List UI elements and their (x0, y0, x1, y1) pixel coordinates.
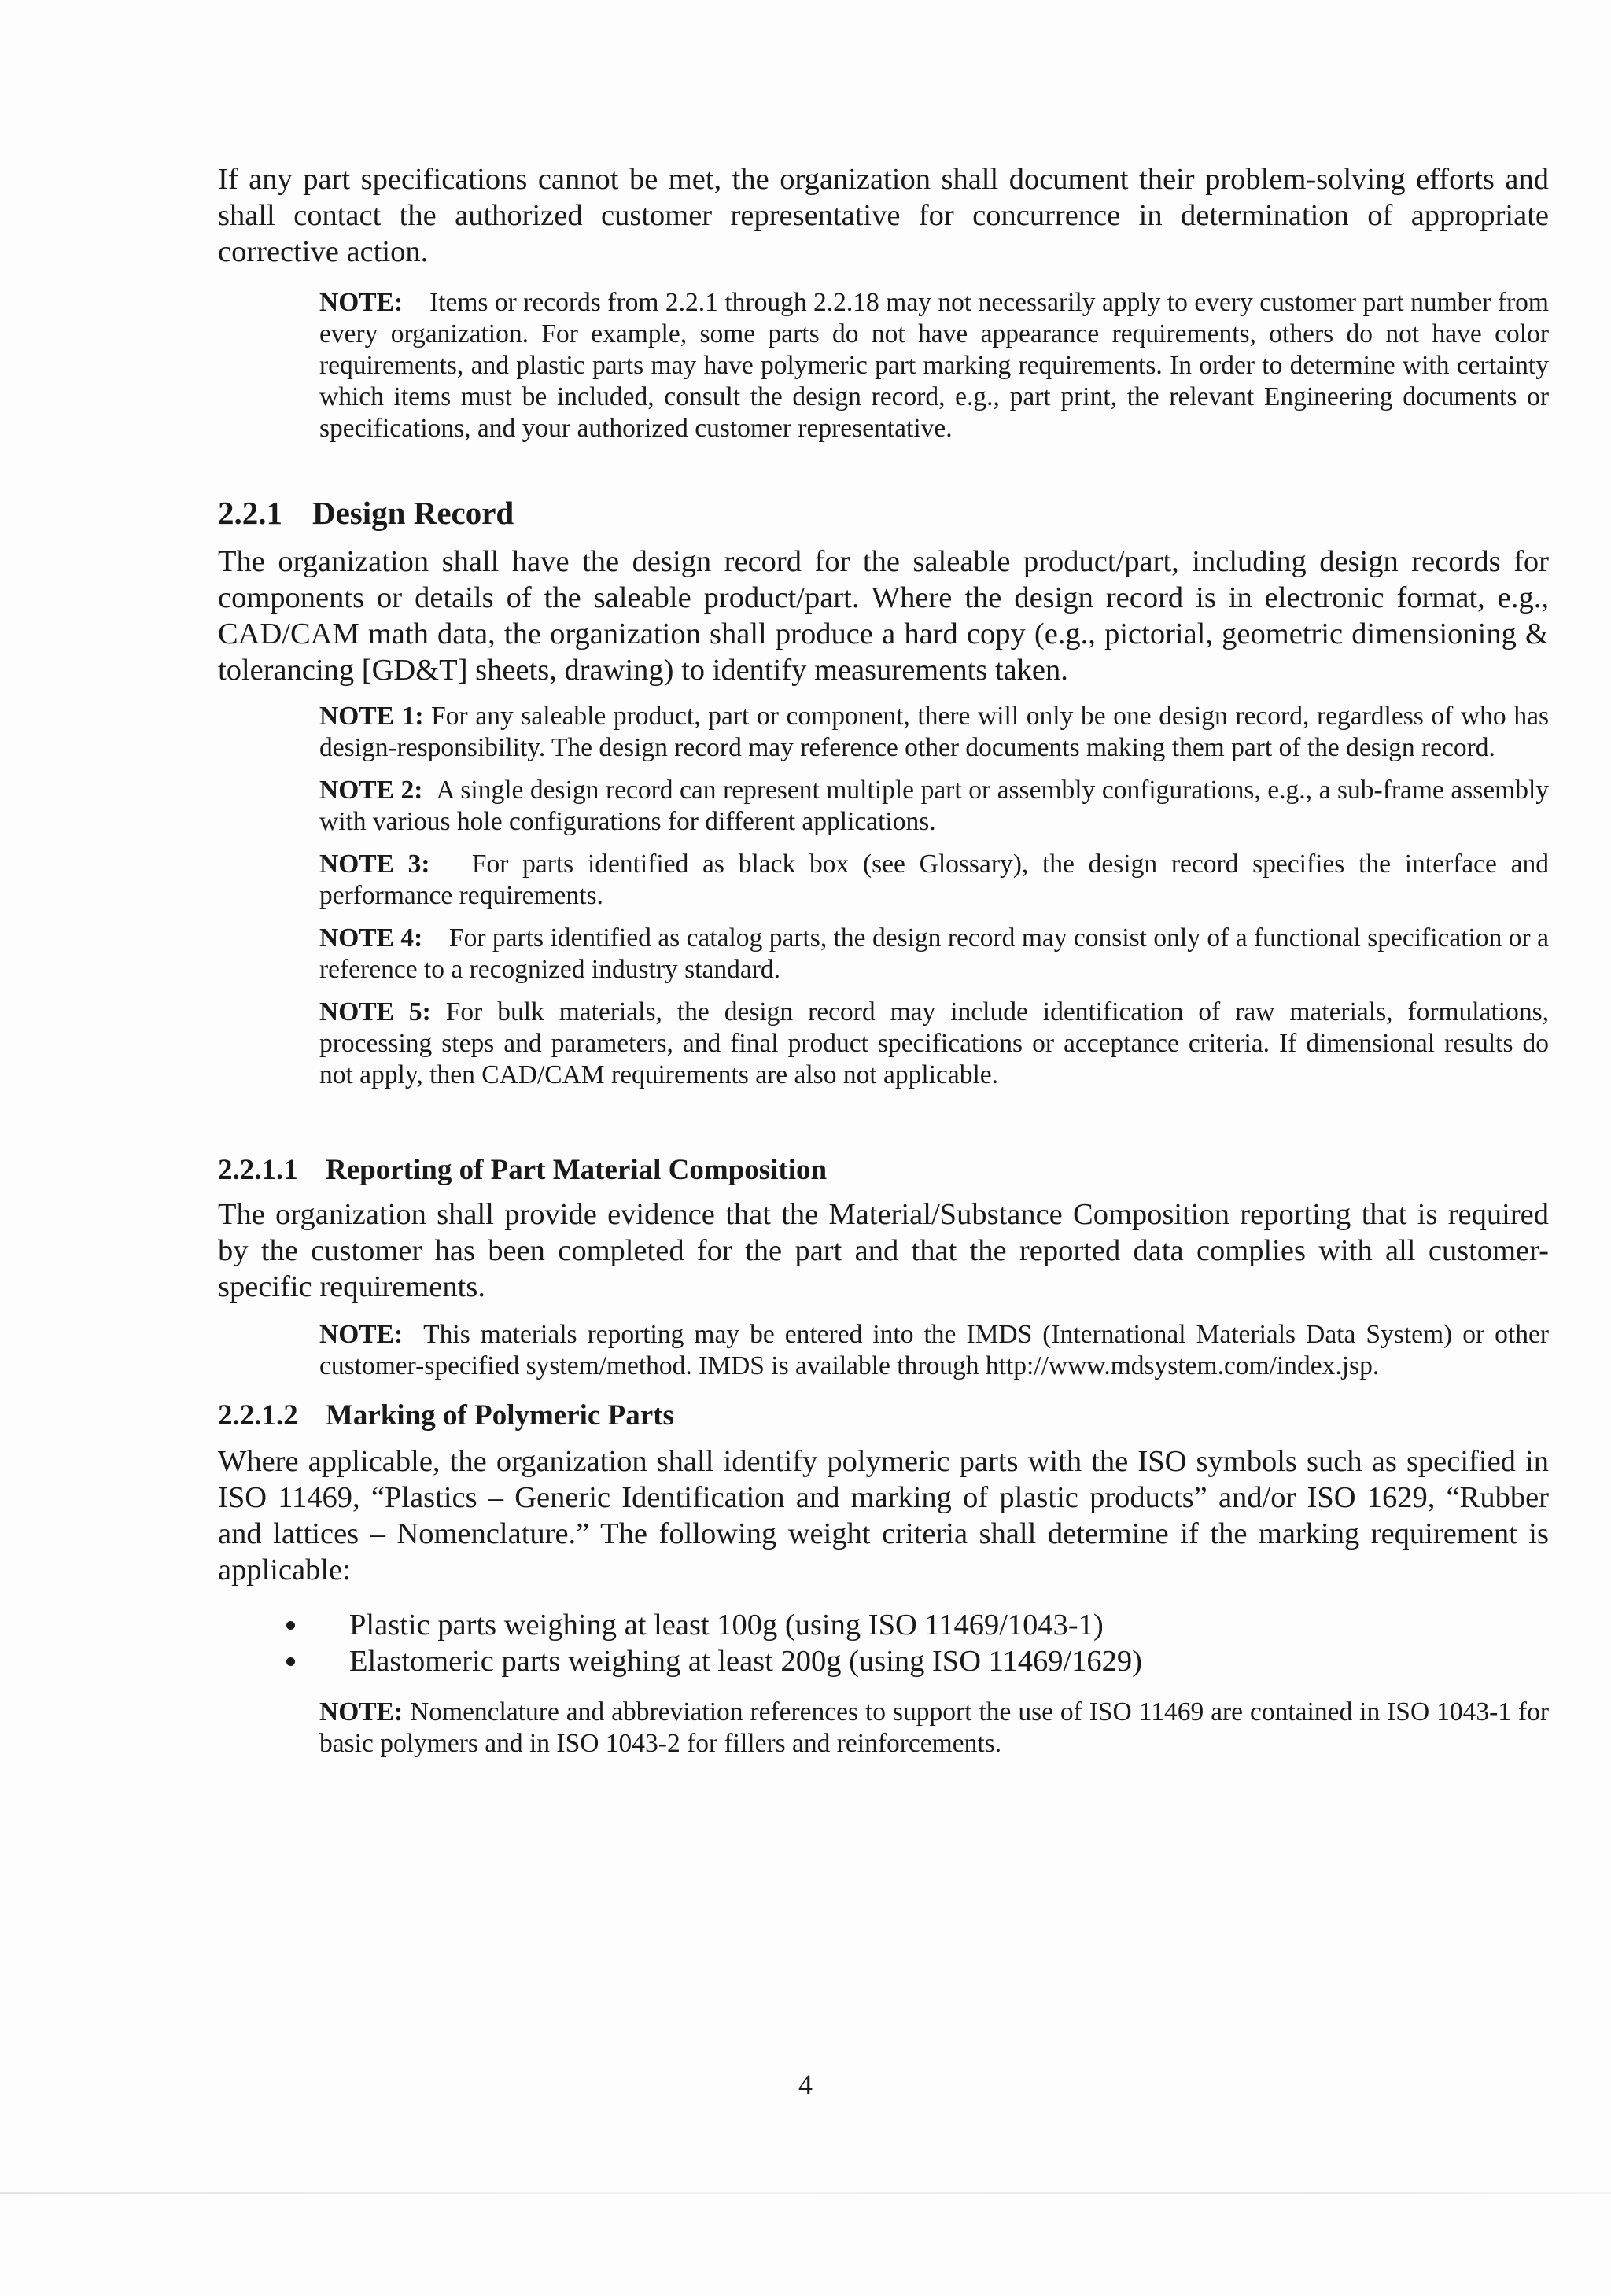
section-number: 2.2.1 (218, 495, 282, 531)
list-item: Elastomeric parts weighing at least 200g (using ISO 11469/1629) (286, 1643, 1549, 1679)
intro-paragraph: If any part specifications cannot be met, the organization shall document their problem-solving efforts and shall contact the authorized customer representative for concurrence in determination of appropriate corrective action. (218, 163, 1549, 268)
note-text: This materials reporting may be entered into the IMDS (International Materials Data System) or other customer-specified system/method. IMDS is available through http://www.mdsystem.com/index.jsp. (319, 1320, 1549, 1380)
section-number: 2.2.1.2 (218, 1399, 298, 1432)
design-record-paragraph: The organization shall have the design record for the saleable product/part, including design records for components or details of the saleable product/part. Where the design record is in electronic format, e.g., CAD/CAM math data, the organization shall produce a hard copy (e.g., pictorial, geometric dimensioning & tolerancing [GD&T] sheets, drawing) to identify measurements taken. (218, 545, 1549, 687)
section-title: Reporting of Part Material Composition (326, 1154, 828, 1186)
note-3: NOTE 3: For parts identified as black box (see Glossary), the design record specifies the interface and performance requirements. (319, 849, 1549, 910)
polymeric-marking-paragraph: Where applicable, the organization shall identify polymeric parts with the ISO symbols such as specified in ISO 11469, “Plastics – Generic Identification and marking of plastic products” and/or ISO 1629, “Rubber and lattices – Nomenclature.” The following weight criteria shall determine if the marking requirement is applicable: (218, 1445, 1549, 1587)
note-text: Nomenclature and abbreviation references to support the use of ISO 11469 are contained in ISO 1043-1 for basic polymers and in ISO 1043-2 for fillers and reinforcements. (319, 1697, 1549, 1758)
design-record-notes (319, 701, 1549, 1091)
note-4: NOTE 4: For parts identified as catalog parts, the design record may consist only of a functional specification or a reference to a recognized industry standard. (319, 923, 1549, 984)
section-heading-2-2-1 (218, 493, 1549, 533)
note-label: NOTE: (319, 288, 404, 317)
page-number: 4 (798, 2069, 813, 2100)
list-item: Plastic parts weighing at least 100g (using ISO 11469/1043-1) (286, 1607, 1549, 1643)
section-number: 2.2.1.1 (218, 1154, 298, 1186)
note-1: NOTE 1: For any saleable product, part or component, there will only be one design record, regardless of who has design-responsibility. The design record may reference other documents making them part of the design record. (319, 702, 1549, 762)
section-heading-2-2-1-2 (218, 1398, 1549, 1434)
page-content (218, 161, 1549, 1760)
weight-criteria-list (218, 1607, 1549, 1679)
section-title: Marking of Polymeric Parts (326, 1399, 674, 1432)
note-2: NOTE 2: A single design record can represent multiple part or assembly configurations, e.g., a sub-frame assembly with various hole configurations for different applications. (319, 776, 1549, 836)
material-composition-note (319, 1319, 1549, 1382)
scan-artifact-line (0, 2192, 1611, 2194)
note-text: Items or records from 2.2.1 through 2.2.18 may not necessarily apply to every customer part number from every organization. For example, some parts do not have appearance requirements, others do not have color requirements, and plastic parts may have polymeric part marking requirements. In order to determine with certainty which items must be included, consult the design record, e.g., part print, the relevant Engineering documents or specifications, and your authorized customer representative. (319, 288, 1549, 443)
polymeric-marking-note (319, 1697, 1549, 1760)
bullet-icon (286, 1657, 295, 1666)
note-5: NOTE 5: For bulk materials, the design record may include identification of raw materials, formulations, processing steps and parameters, and final product specifications or acceptance criteria. If dimensional results do not apply, then CAD/CAM requirements are also not applicable. (319, 997, 1550, 1089)
bullet-icon (286, 1621, 295, 1630)
section-title: Design Record (312, 495, 514, 531)
material-composition-paragraph: The organization shall provide evidence that the Material/Substance Composition reporting that is required by the customer has been completed for the part and that the reported data complies with all customer-specific requirements. (218, 1198, 1549, 1303)
note-label: NOTE: (319, 1320, 404, 1349)
note-label: NOTE: (319, 1697, 404, 1727)
intro-note (319, 287, 1549, 444)
section-heading-2-2-1-1 (218, 1152, 1549, 1189)
